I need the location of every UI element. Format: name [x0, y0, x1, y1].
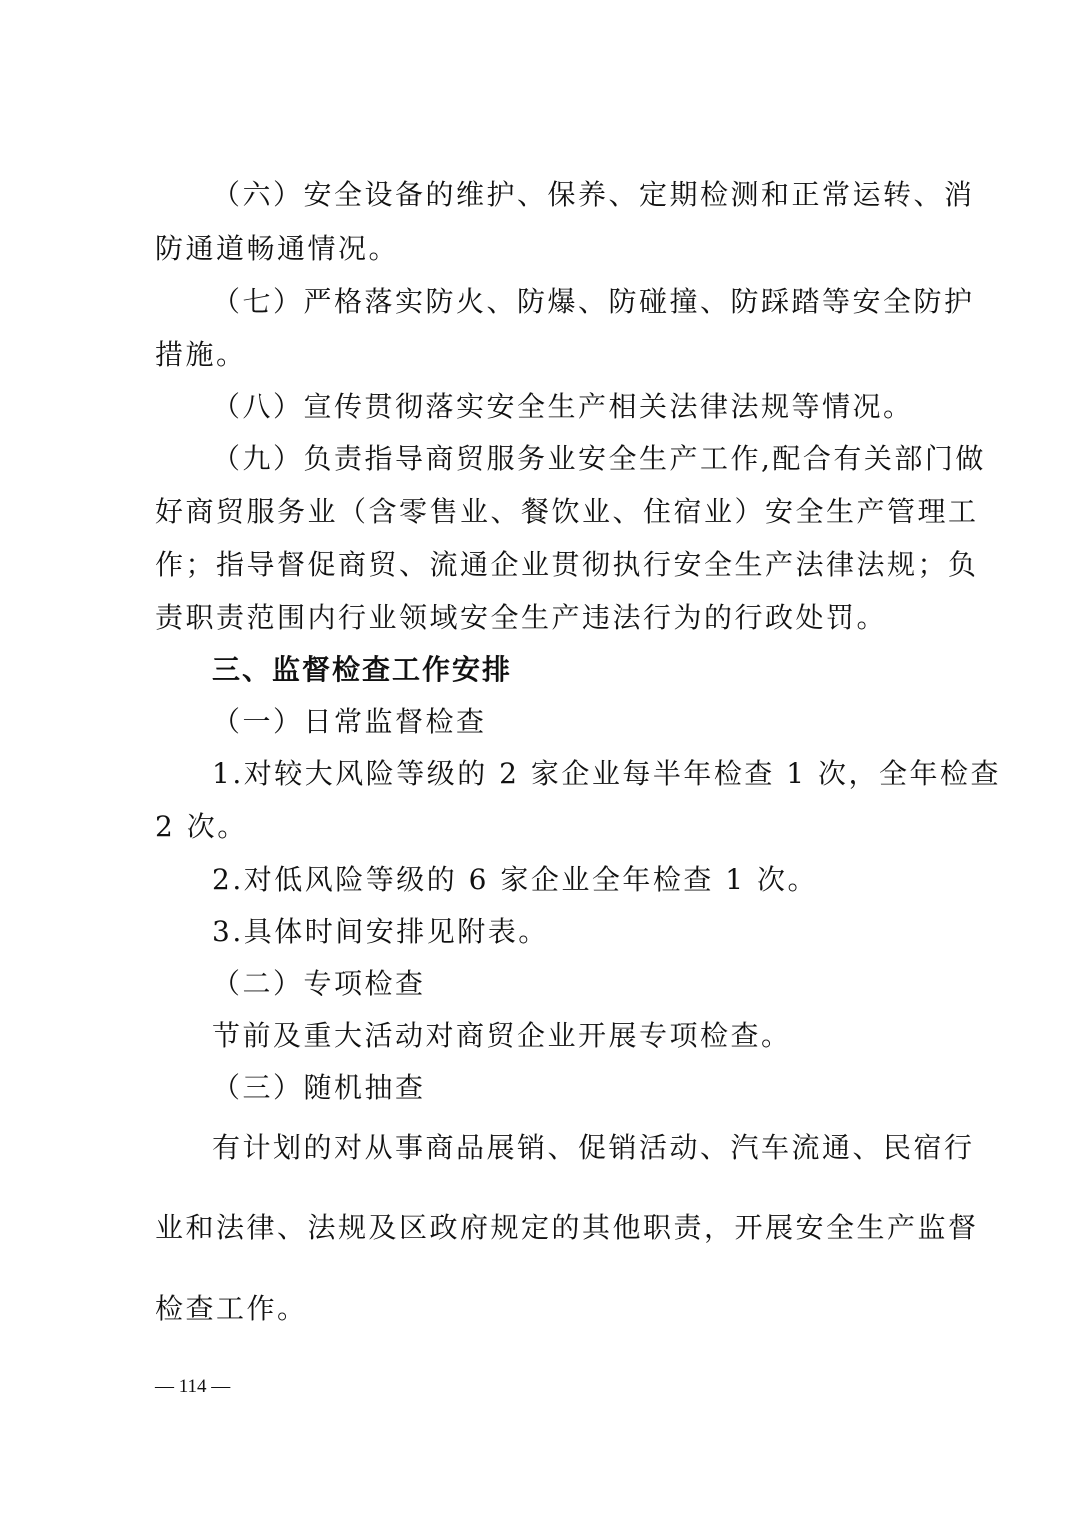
section-3-heading: 三、监督检查工作安排: [212, 653, 513, 686]
paragraph-9-line-1: （九）负责指导商贸服务业安全生产工作,配合有关部门做: [212, 442, 986, 475]
subsection-2-body: 节前及重大活动对商贸企业开展专项检查。: [212, 1019, 792, 1052]
subsection-3-heading: （三）随机抽查: [212, 1071, 426, 1104]
page-number: — 114 —: [155, 1376, 231, 1397]
subsection-1-heading: （一）日常监督检查: [212, 705, 487, 738]
paragraph-6-line-2: 防通道畅通情况。: [155, 232, 400, 265]
paragraph-7-line-1: （七）严格落实防火、防爆、防碰撞、防踩踏等安全防护: [212, 285, 975, 318]
paragraph-7-line-2: 措施。: [155, 338, 247, 371]
item-1-line-2: 2 次。: [155, 810, 248, 843]
item-3-line-1: 3.具体时间安排见附表。: [212, 915, 549, 948]
paragraph-8-line-1: （八）宣传贯彻落实安全生产相关法律法规等情况。: [212, 390, 914, 423]
subsection-3-line-3: 检查工作。: [155, 1292, 308, 1325]
paragraph-9-line-3: 作；指导督促商贸、流通企业贯彻执行安全生产法律法规；负: [155, 548, 979, 581]
subsection-2-heading: （二）专项检查: [212, 967, 426, 1000]
subsection-3-line-2: 业和法律、法规及区政府规定的其他职责，开展安全生产监督: [155, 1211, 979, 1244]
subsection-3-line-1: 有计划的对从事商品展销、促销活动、汽车流通、民宿行: [212, 1131, 975, 1164]
paragraph-9-line-4: 责职责范围内行业领域安全生产违法行为的行政处罚。: [155, 601, 888, 634]
paragraph-9-line-2: 好商贸服务业（含零售业、餐饮业、住宿业）安全生产管理工: [155, 495, 979, 528]
item-1-line-1: 1.对较大风险等级的 2 家企业每半年检查 1 次，全年检查: [212, 757, 1001, 790]
item-2-line-1: 2.对低风险等级的 6 家企业全年检查 1 次。: [212, 863, 818, 896]
paragraph-6-line-1: （六）安全设备的维护、保养、定期检测和正常运转、消: [212, 178, 975, 211]
